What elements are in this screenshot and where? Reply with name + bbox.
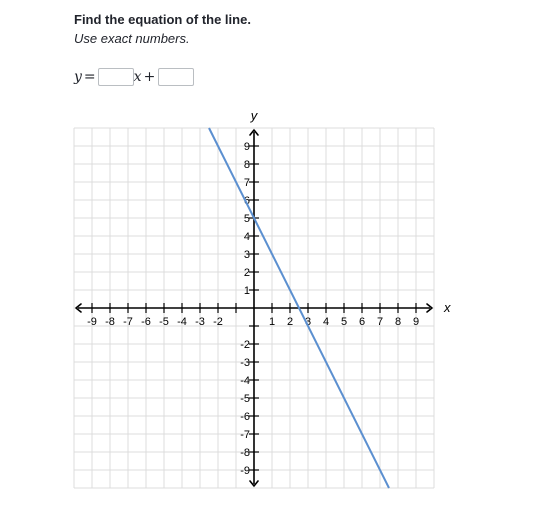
- y-tick-label: 6: [243, 195, 250, 207]
- x-tick-label: -9: [87, 316, 97, 328]
- equation-equals-sign: =: [83, 69, 96, 85]
- y-tick-label: 7: [243, 177, 250, 189]
- x-tick-label: -5: [159, 316, 169, 328]
- x-tick-label: 5: [340, 316, 348, 328]
- y-tick-label: 3: [243, 249, 250, 261]
- y-tick-label: 9: [243, 141, 250, 153]
- y-tick-label: -6: [240, 411, 250, 423]
- x-tick-label: 9: [412, 316, 420, 328]
- question-title: Find the equation of the line.: [74, 12, 251, 27]
- x-tick-label: 4: [322, 316, 330, 328]
- x-tick-label: -8: [105, 316, 115, 328]
- y-tick-label: 5: [243, 213, 250, 225]
- x-tick-label: 8: [394, 316, 402, 328]
- y-tick-label: -3: [240, 357, 250, 369]
- x-tick-label: -6: [141, 316, 151, 328]
- x-tick-label: 2: [286, 316, 294, 328]
- question-instructions: Use exact numbers.: [74, 31, 190, 46]
- x-axis-label: x: [444, 300, 451, 315]
- equation-plus-sign: +: [143, 69, 156, 85]
- equation-y-label: y: [74, 69, 82, 85]
- y-tick-label: -7: [240, 429, 250, 441]
- x-tick-label: -4: [177, 316, 187, 328]
- x-tick-label: -7: [123, 316, 133, 328]
- equation-x-label: x: [133, 69, 142, 85]
- y-tick-label: -8: [240, 447, 250, 459]
- x-tick-label: 7: [376, 316, 384, 328]
- x-tick-label: 1: [268, 316, 276, 328]
- x-tick-label: 6: [358, 316, 366, 328]
- y-tick-label: 8: [243, 159, 250, 171]
- y-tick-label: -9: [240, 465, 250, 477]
- y-tick-label: -2: [240, 339, 250, 351]
- y-tick-label: -4: [240, 375, 250, 387]
- y-tick-label: -5: [240, 393, 250, 405]
- y-axis-label: y: [250, 108, 258, 123]
- y-tick-label: 4: [243, 231, 250, 243]
- x-tick-label: 3: [304, 316, 312, 328]
- y-tick-label: 2: [243, 267, 250, 279]
- x-tick-label: -2: [213, 316, 223, 328]
- x-tick-label: -3: [195, 316, 205, 328]
- y-tick-label: 1: [243, 285, 250, 297]
